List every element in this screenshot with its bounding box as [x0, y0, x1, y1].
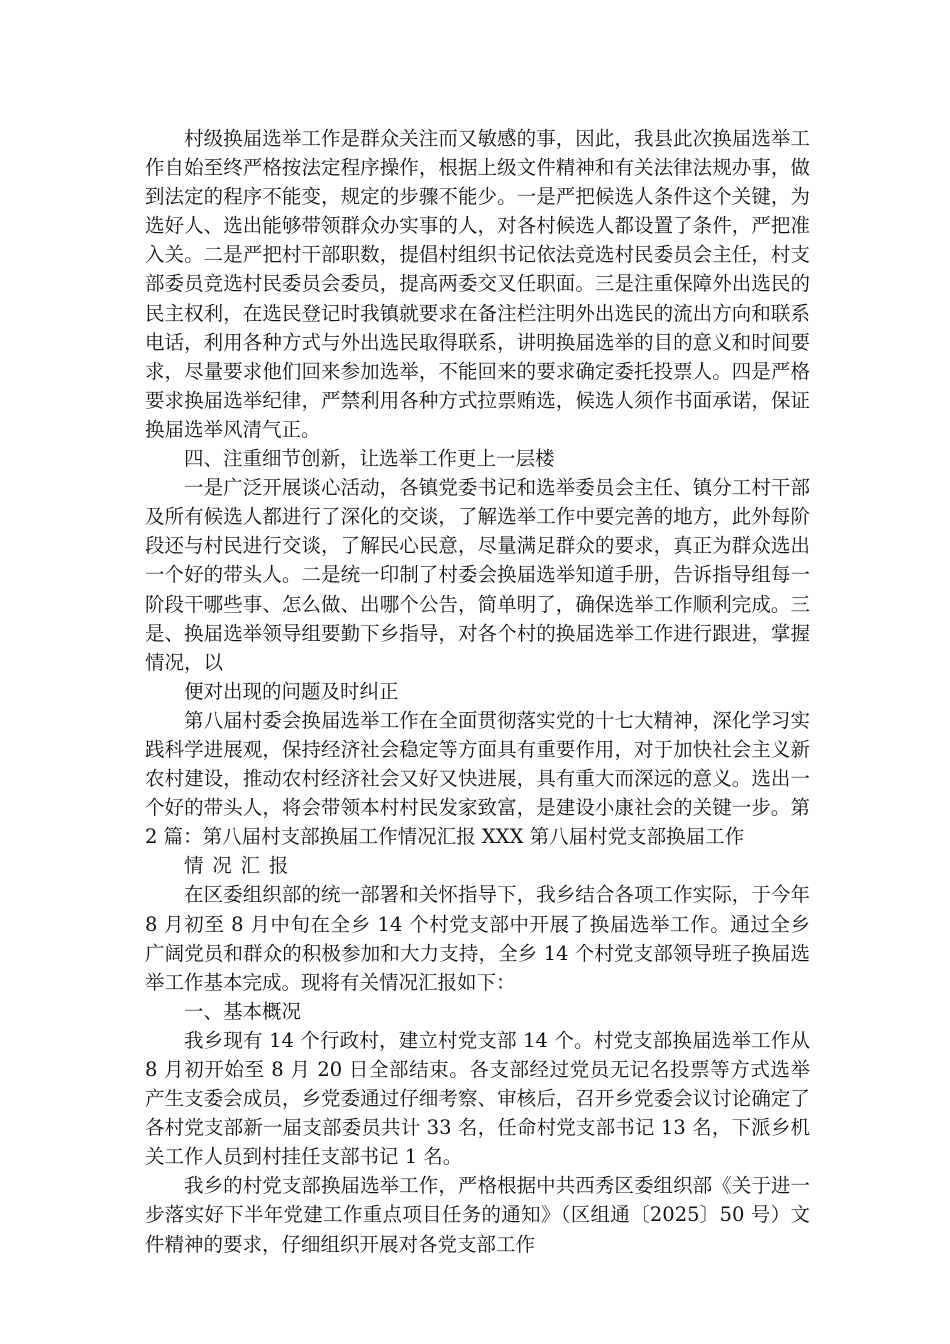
section-heading-basic-overview: 一、基本概况	[184, 999, 302, 1023]
paragraph-heart-to-heart-talks: 一是广泛开展谈心活动，各镇党委书记和选举委员会主任、镇分工村干部及所有候选人都进行了深化的交谈，了解选举工作中要完善的地方，此外每阶段还与村民进行交谈，了解民心民意，尽量满足群众的要求，真正为群众选出一个好的带头人。二是统一印制了村委会换届选举知道手册，告诉指导组每一阶段干哪些事、怎么做、出哪个公告，简单明了，确保选举工作顺利完成。三是、换届选举领导组要勤下乡指导，对各个村的换届选举工作进行跟进，掌握情况，以	[145, 476, 810, 674]
paragraph-notice-requirements: 我乡的村党支部换届选举工作，严格根据中共西秀区委组织部《关于进一步落实好下半年党建工作重点项目任务的通知》（区组通〔2025〕50 号）文件精神的要求，仔细组织开展对各党支部工作	[145, 1174, 810, 1256]
paragraph-basic-overview: 我乡现有 14 个行政村，建立村党支部 14 个。村党支部换届选举工作从 8 月初开始至 8 月 20 日全部结束。各支部经过党员无记名投票等方式选举产生支委会成员，乡党委通过仔细考察、审核后，召开乡党委会议讨论确定了各村党支部新一届支部委员共计 33 名，任命村党支部书记 13 名，下派乡机关工作人员到村挂任支部书记 1 名。	[145, 1028, 810, 1169]
paragraph-eighth-election-significance: 第八届村委会换届选举工作在全面贯彻落实党的十七大精神，深化学习实践科学进展观，保持经济社会稳定等方面具有重要作用，对于加快社会主义新农村建设，推动农村经济社会又好又快进展，具有重大而深远的意义。选出一个好的带头人，将会带领本村村民发家致富，是建设小康社会的关键一步。第 2 篇：第八届村支部换届工作情况汇报 XXX 第八届村党支部换届工作	[145, 708, 810, 849]
paragraph-report-intro: 在区委组织部的统一部署和关怀指导下，我乡结合各项工作实际，于今年 8 月初至 8 月中旬在全乡 14 个村党支部中开展了换届选举工作。通过全乡广阔党员和群众的积极参加和大力支持，全乡 14 个村党支部领导班子换届选举工作基本完成。现将有关情况汇报如下：	[145, 883, 810, 994]
section-heading-detail-innovation: 四、注重细节创新，让选举工作更上一层楼	[184, 447, 555, 471]
report-title: 情况汇报	[184, 854, 298, 878]
paragraph-election-procedure: 村级换届选举工作是群众关注而又敏感的事，因此，我县此次换届选举工作自始至终严格按法定程序操作，根据上级文件精神和有关法律法规办事，做到法定的程序不能变，规定的步骤不能少。一是严把候选人条件这个关键，为选好人、选出能够带领群众办实事的人，对各村候选人都设置了条件，严把准入关。二是严把村干部职数，提倡村组织书记依法竞选村民委员会主任，村支部委员竞选村民委员会委员，提高两委交叉任职面。三是注重保障外出选民的民主权利，在选民登记时我镇就要求在备注栏注明外出选民的流出方向和联系电话，利用各种方式与外出选民取得联系，讲明换届选举的目的意义和时间要求，尽量要求他们回来参加选举，不能回来的要求确定委托投票人。四是严格要求换届选举纪律，严禁利用各种方式拉票贿选，候选人须作书面承诺，保证换届选举风清气正。	[145, 127, 810, 441]
line-timely-correction: 便对出现的问题及时纠正	[184, 679, 399, 703]
document-body	[145, 124, 810, 1259]
